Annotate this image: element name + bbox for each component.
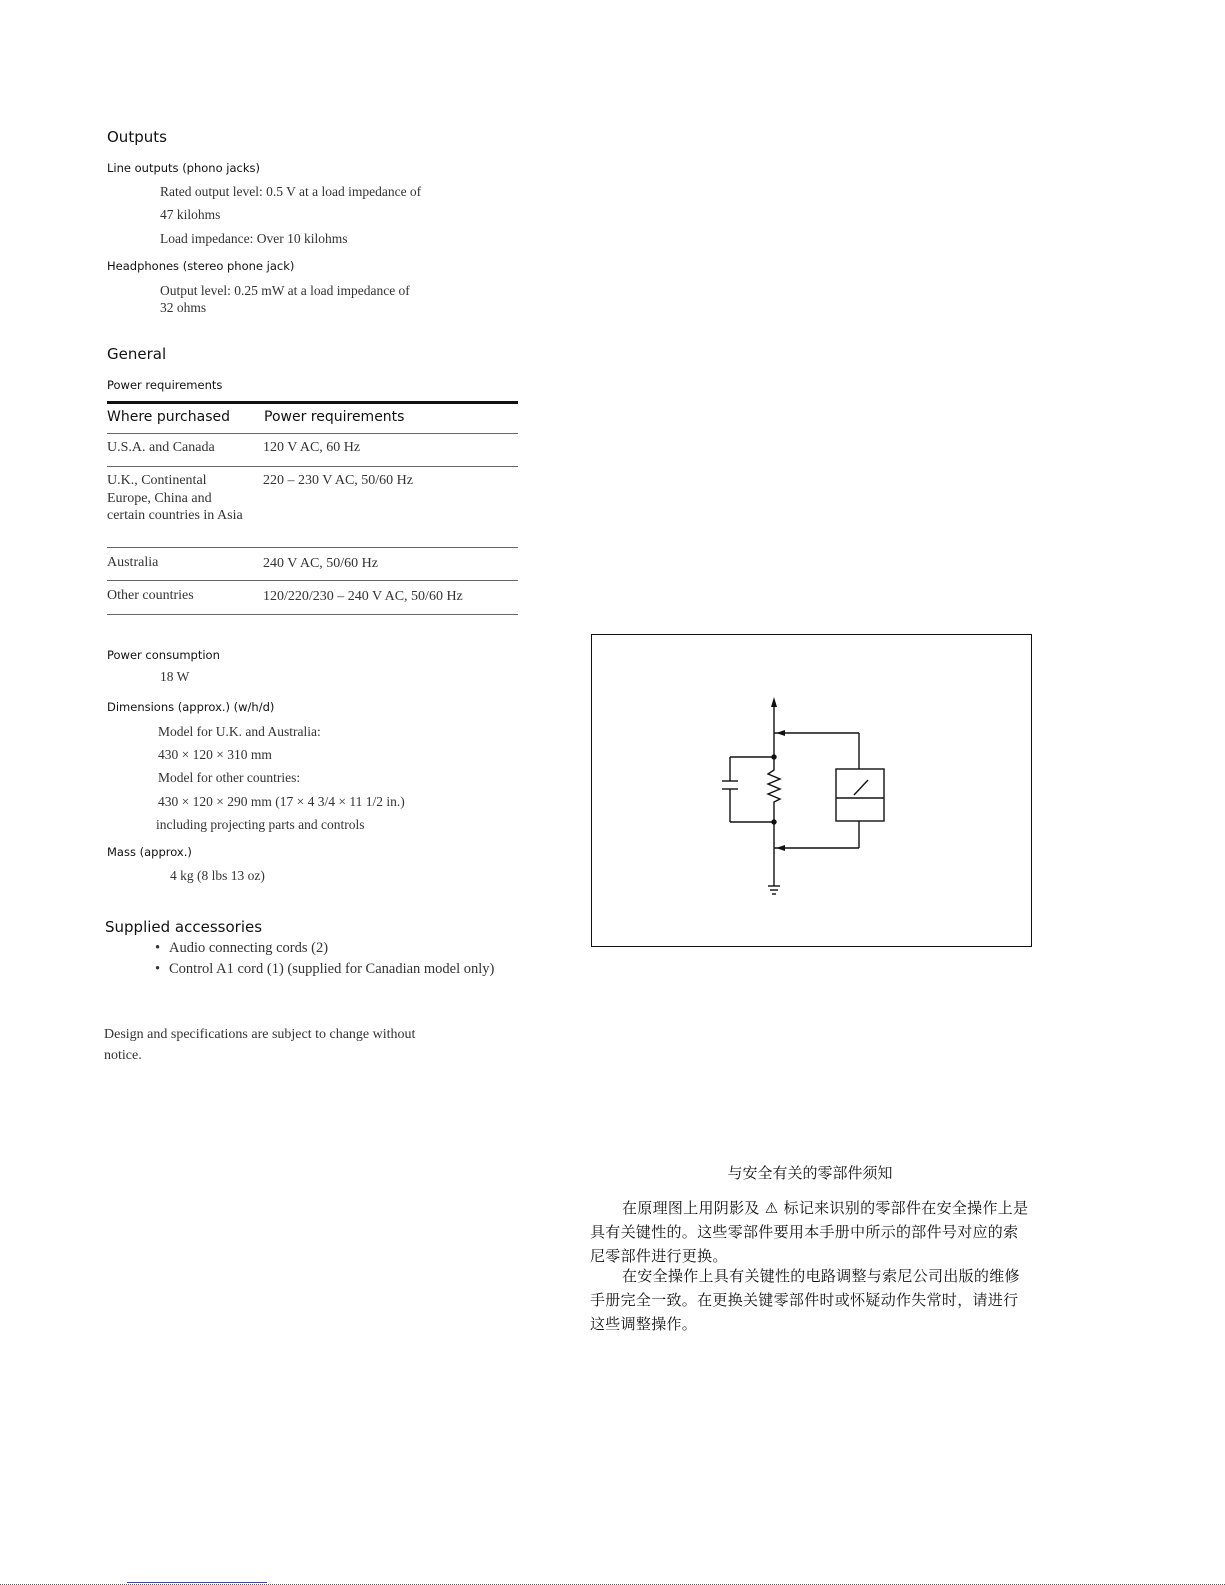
power-requirements-label: Power requirements <box>107 378 223 392</box>
power-requirements-table <box>107 401 518 615</box>
headphones-label: Headphones (stereo phone jack) <box>107 259 295 273</box>
dimensions-line: Model for other countries: <box>158 770 301 785</box>
rated-output-line: Rated output level: 0.5 V at a load impedance of <box>160 184 422 199</box>
safety-notice-title: 与安全有关的零部件须知 <box>727 1164 893 1182</box>
table-cell-where: Australia <box>107 555 159 570</box>
accessories-list <box>155 938 525 980</box>
general-heading: General <box>107 345 167 363</box>
table-header-row <box>107 404 518 434</box>
accessories-heading: Supplied accessories <box>105 918 263 936</box>
arrow-left-icon <box>776 730 785 736</box>
table-row <box>107 434 518 467</box>
resistor-icon <box>768 757 780 848</box>
safety-notice-paragraph-2: 在安全操作上具有关键性的电路调整与索尼公司出版的维修手册完全一致。在更换关键零部件时或怀疑动作失常时，请进行这些调整操作。 <box>590 1267 1020 1333</box>
table-header-power: Power requirements <box>264 409 405 425</box>
power-consumption-value: 18 W <box>160 669 190 684</box>
list-item: • Control A1 cord (1) (supplied for Canadian model only) <box>155 959 525 979</box>
dimensions-line: 430 × 120 × 310 mm <box>158 747 272 762</box>
power-consumption-label: Power consumption <box>107 648 220 662</box>
circuit-schematic <box>592 635 1033 948</box>
meter-needle <box>854 780 868 795</box>
notice-line-1: Design and specifications are subject to change without <box>104 1027 416 1042</box>
table-cell-where: Other countries <box>107 588 194 603</box>
dimensions-line: including projecting parts and controls <box>156 817 365 832</box>
junction-dot <box>772 755 776 759</box>
table-cell-power: 120/220/230 – 240 V AC, 50/60 Hz <box>263 589 463 604</box>
meter-icon <box>836 769 884 821</box>
list-item: • Audio connecting cords (2) <box>155 938 525 958</box>
table-row <box>107 467 518 548</box>
dimensions-line: 430 × 120 × 290 mm (17 × 4 3/4 × 11 1/2 in.) <box>158 794 405 809</box>
line-outputs-label: Line outputs (phono jacks) <box>107 161 260 175</box>
table-row <box>107 581 518 615</box>
table-cell-where: U.S.A. and Canada <box>107 440 215 455</box>
dimensions-label: Dimensions (approx.) (w/h/d) <box>107 700 275 714</box>
rated-output-impedance: 47 kilohms <box>160 207 221 222</box>
table-cell-where: U.K., Continental Europe, China and certain countries in Asia <box>107 473 243 523</box>
notice-line-2: notice. <box>104 1048 142 1063</box>
page-bottom-link-underline <box>127 1582 267 1583</box>
mass-label: Mass (approx.) <box>107 845 192 859</box>
load-impedance-line: Load impedance: Over 10 kilohms <box>160 231 348 246</box>
table-cell-power: 220 – 230 V AC, 50/60 Hz <box>263 473 413 488</box>
arrow-left-icon <box>776 845 785 851</box>
safety-notice-paragraph-1: 在原理图上用阴影及 ⚠ 标记来识别的零部件在安全操作上是具有关键性的。这些零部件要用本手册中所示的部件号对应的索尼零部件进行更换。 <box>590 1199 1029 1265</box>
circuit-diagram <box>591 634 1032 947</box>
table-cell-power: 120 V AC, 60 Hz <box>263 440 361 455</box>
probe-arrow-up-icon <box>771 697 777 707</box>
dimensions-line: Model for U.K. and Australia: <box>158 724 321 739</box>
headphone-output-line: Output level: 0.25 mW at a load impedance of <box>160 283 410 298</box>
table-row <box>107 548 518 581</box>
table-cell-power: 240 V AC, 50/60 Hz <box>263 556 378 571</box>
table-header-where: Where purchased <box>107 409 230 425</box>
outputs-heading: Outputs <box>107 128 167 146</box>
mass-value: 4 kg (8 lbs 13 oz) <box>170 868 265 883</box>
junction-dot <box>772 820 776 824</box>
headphone-output-impedance: 32 ohms <box>160 300 207 315</box>
